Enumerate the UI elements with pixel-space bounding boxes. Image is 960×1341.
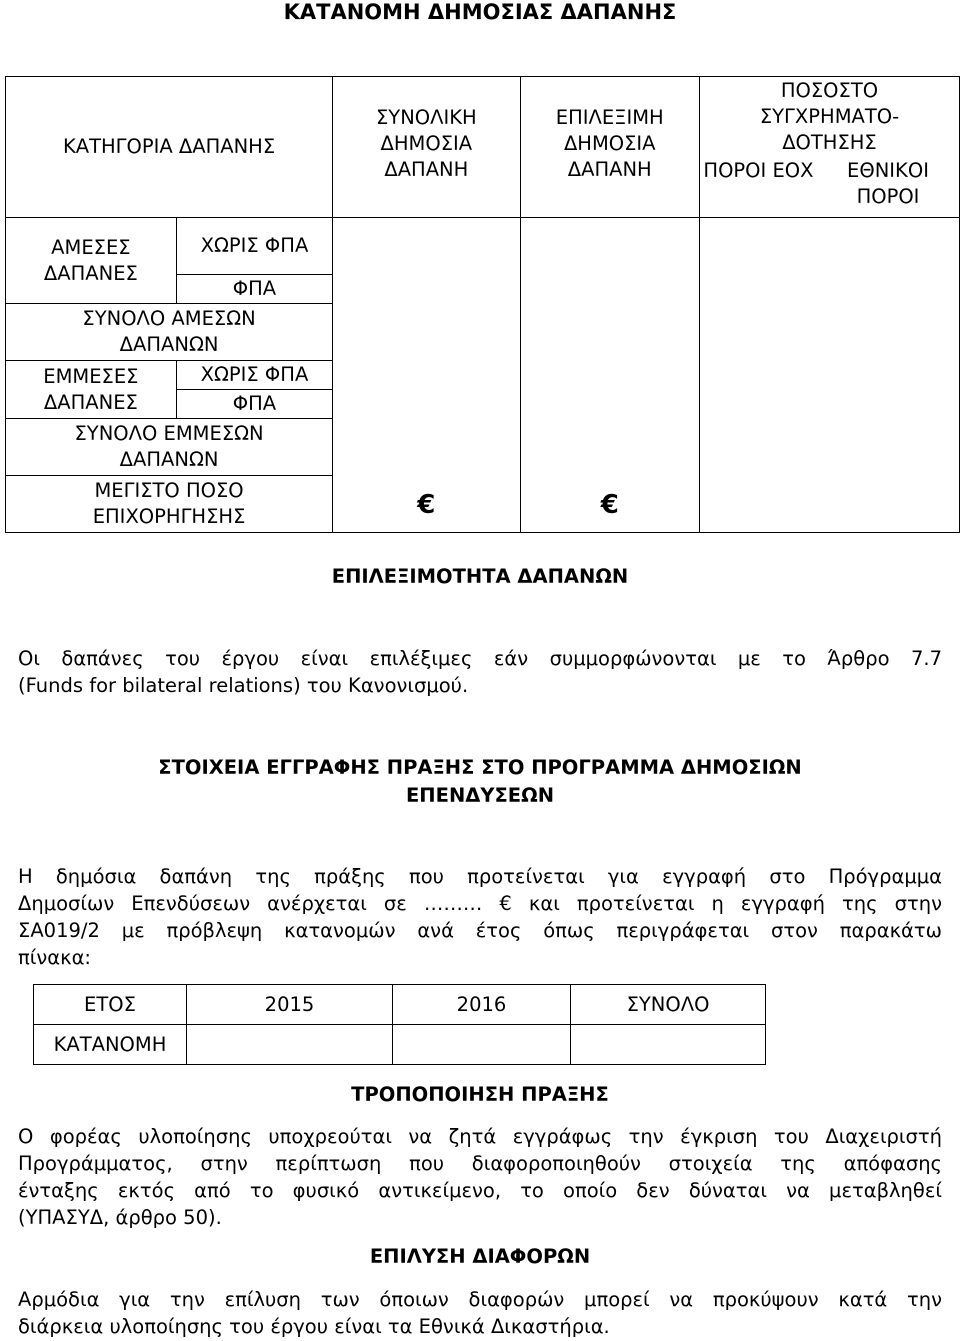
indirect-vat-label: ΦΠΑ: [176, 390, 332, 419]
alloc-cell-total: [571, 1025, 766, 1065]
amendment-line-2: Προγράμματος, στην περίπτωση που διαφοροποιηθούν στοιχεία της απόφασης: [18, 1152, 942, 1175]
alloc-cell-2015: [187, 1025, 393, 1065]
header-cofinance-text: ΠΟΣΟΣΤΟ ΣΥΓΧΡΗΜΑΤΟ-ΔΟΤΗΣΗΣ: [759, 79, 900, 154]
amendment-paragraph: [18, 1123, 942, 1231]
alloc-header-year: ΕΤΟΣ: [34, 985, 187, 1025]
registration-line-1: Η δημόσια δαπάνη της πράξης που προτείνεται για εγγραφή στο Πρόγραμμα: [18, 865, 942, 888]
title-registration-line-2: ΕΠΕΝΔΥΣΕΩΝ: [405, 784, 555, 807]
amendment-line-3: ένταξης εκτός από το φυσικό αντικείμενο, το οποίο δεν δύναται να μεταβληθεί: [18, 1179, 942, 1202]
direct-expenses-text: ΑΜΕΣΕΣ ΔΑΠΑΝΕΣ: [43, 235, 138, 285]
indirect-novat-label: ΧΩΡΙΣ ΦΠΑ: [176, 361, 332, 390]
registration-paragraph: [18, 863, 942, 971]
total-expenditure-column: [333, 218, 520, 533]
max-grant-label: [6, 476, 333, 533]
registration-line-3: ΣΑ019/2 με πρόβλεψη κατανομών ανά έτος όπως περιγράφεται στον παρακάτω: [18, 919, 942, 942]
direct-total-label: [6, 304, 333, 361]
cofinance-values-area: [699, 218, 959, 533]
alloc-row-label: ΚΑΤΑΝΟΜΗ: [34, 1025, 187, 1065]
amendment-line-4: (ΥΠΑΣΥΔ, άρθρο 50).: [18, 1206, 222, 1229]
direct-novat-label: ΧΩΡΙΣ ΦΠΑ: [176, 218, 332, 275]
direct-total-text: ΣΥΝΟΛΟ ΑΜΕΣΩΝ ΔΑΠΑΝΩΝ: [82, 307, 256, 356]
cost-distribution-table: [5, 76, 960, 533]
allocation-table: [33, 984, 766, 1065]
disputes-line-1: Αρμόδια για την επίλυση των όποιων διαφορών μπορεί να προκύψουν κατά την: [18, 1288, 942, 1311]
registration-line-4: πίνακα:: [18, 946, 92, 969]
eligibility-line-1: Οι δαπάνες του έργου είναι επιλέξιμες εάν συμμορφώνονται με το Άρθρο 7.7: [18, 647, 942, 670]
disputes-line-2: διάρκεια υλοποίησης του έργου είναι τα Εθνικά Δικαστήρια.: [18, 1315, 610, 1338]
disputes-paragraph: [18, 1286, 942, 1340]
eligibility-line-2: (Funds for bilateral relations) του Κανονισμού.: [18, 674, 469, 697]
header-eligible-text: ΕΠΙΛΕΞΙΜΗ ΔΗΜΟΣΙΑ ΔΑΠΑΝΗ: [555, 106, 664, 181]
header-eox-resources: ΠΟΡΟΙ ΕΟΧ: [703, 159, 814, 182]
title-main: ΚΑΤΑΝΟΜΗ ΔΗΜΟΣΙΑΣ ΔΑΠΑΝΗΣ: [283, 0, 677, 24]
alloc-header-2015: 2015: [187, 985, 393, 1025]
amendment-line-1: Ο φορέας υλοποίησης υποχρεούται να ζητά εγγράφως την έγκριση του Διαχειριστή: [18, 1125, 942, 1148]
eligibility-paragraph: [18, 645, 942, 699]
header-national-resources: ΕΘΝΙΚΟΙ ΠΟΡΟΙ: [847, 159, 929, 208]
header-total-text: ΣΥΝΟΛΙΚΗ ΔΗΜΟΣΙΑ ΔΑΠΑΝΗ: [375, 106, 477, 181]
header-cofinance: [699, 77, 959, 218]
header-eligible-public-expenditure: [520, 77, 699, 218]
title-registration: [0, 754, 960, 810]
title-registration-line-1: ΣΤΟΙΧΕΙΑ ΕΓΓΡΑΦΗΣ ΠΡΑΞΗΣ ΣΤΟ ΠΡΟΓΡΑΜΜΑ ΔΗΜΟΣΙΩΝ: [158, 756, 802, 779]
alloc-header-total: ΣΥΝΟΛΟ: [571, 985, 766, 1025]
title-disputes: ΕΠΙΛΥΣΗ ΔΙΑΦΟΡΩΝ: [369, 1245, 591, 1268]
direct-expenses-label: [6, 218, 177, 304]
indirect-total-label: [6, 419, 333, 476]
max-grant-text: ΜΕΓΙΣΤΟ ΠΟΣΟ ΕΠΙΧΟΡΗΓΗΣΗΣ: [92, 479, 246, 528]
header-category: ΚΑΤΗΓΟΡΙΑ ΔΑΠΑΝΗΣ: [6, 77, 333, 218]
header-total-public-expenditure: [333, 77, 520, 218]
euro-sign-total: €: [417, 490, 436, 520]
alloc-cell-2016: [393, 1025, 571, 1065]
indirect-expenses-label: [6, 361, 177, 419]
title-amendment: ΤΡΟΠΟΠΟΙΗΣΗ ΠΡΑΞΗΣ: [351, 1083, 609, 1106]
registration-line-2: Δημοσίων Επενδύσεων ανέρχεται σε ……… € και προτείνεται η εγγραφή της στην: [18, 892, 942, 915]
euro-sign-eligible: €: [600, 490, 619, 520]
indirect-total-text: ΣΥΝΟΛΟ ΕΜΜΕΣΩΝ ΔΑΠΑΝΩΝ: [74, 422, 264, 471]
title-eligibility: ΕΠΙΛΕΞΙΜΟΤΗΤΑ ΔΑΠΑΝΩΝ: [331, 565, 629, 588]
alloc-header-2016: 2016: [393, 985, 571, 1025]
eligible-expenditure-column: [520, 218, 699, 533]
indirect-expenses-text: ΕΜΜΕΣΕΣ ΔΑΠΑΝΕΣ: [43, 364, 139, 414]
direct-vat-label: ΦΠΑ: [176, 275, 332, 304]
